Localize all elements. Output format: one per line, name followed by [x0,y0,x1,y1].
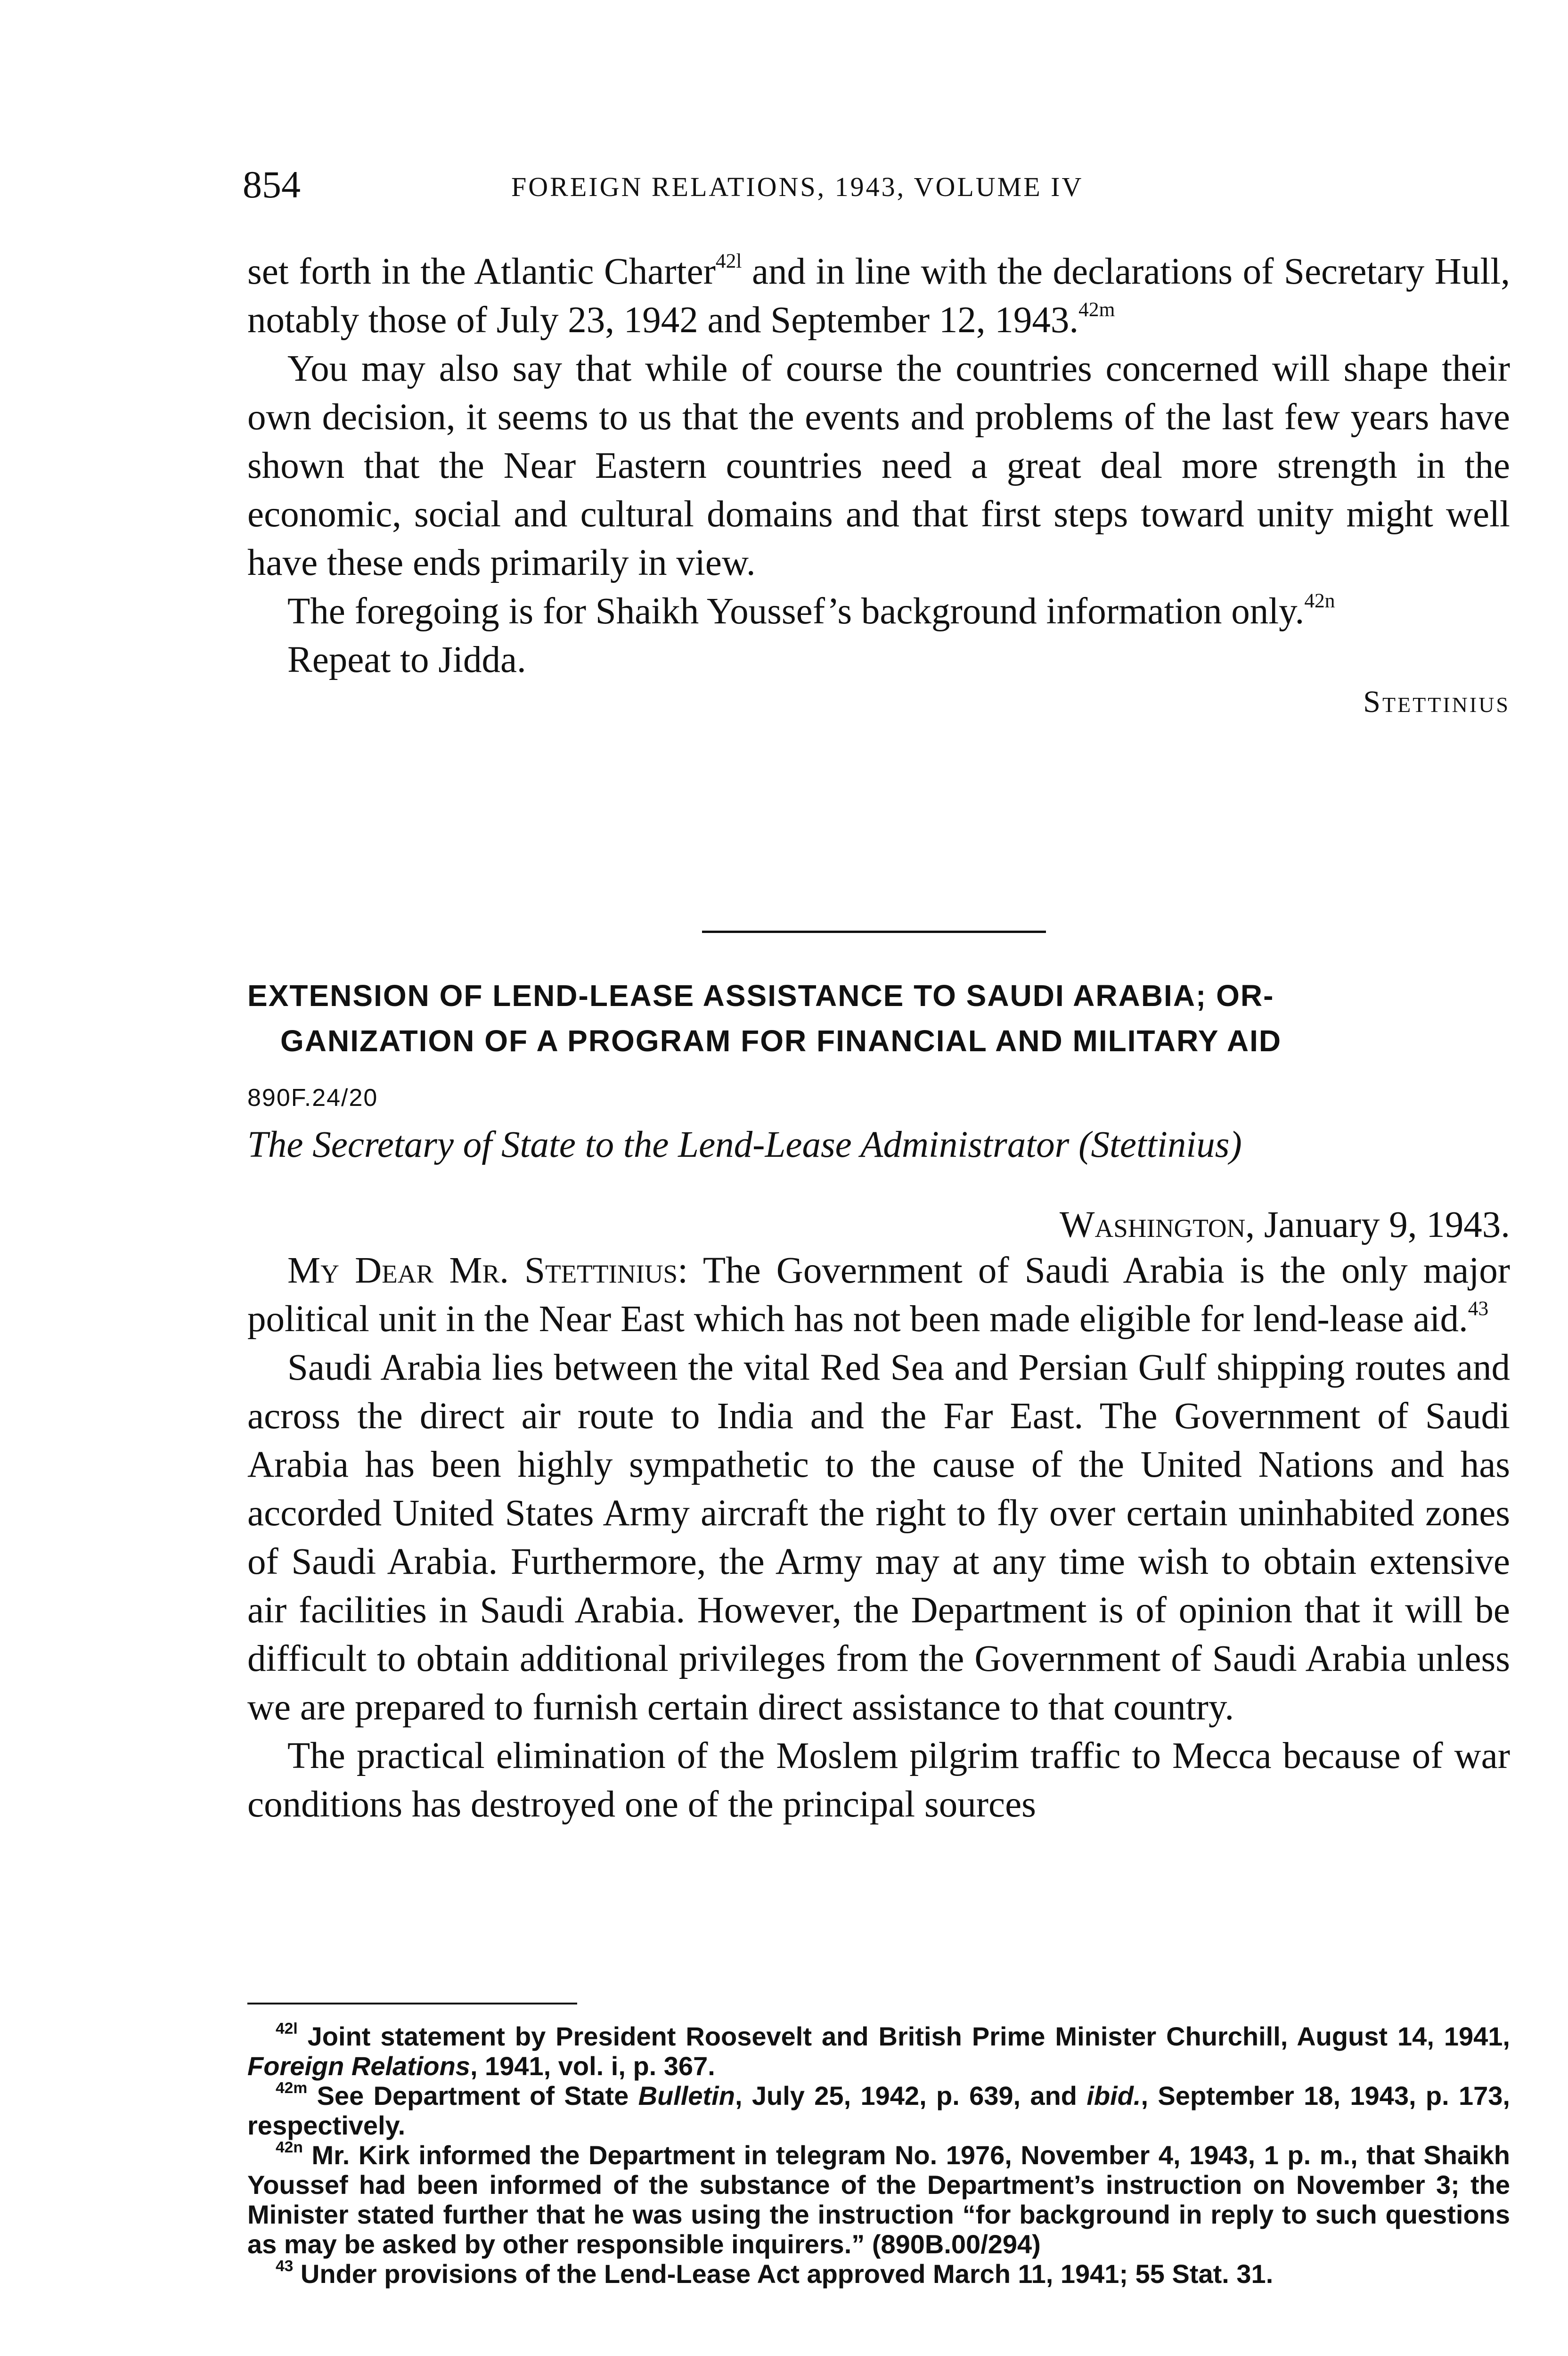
text-run: Under provisions of the Lend-Lease Act approved March 11, 1941; 55 Stat. 31. [293,2259,1274,2289]
section-title-line: GANIZATION OF A PROGRAM FOR FINANCIAL AND MILITARY AID [280,1024,1282,1058]
section-title-line: EXTENSION OF LEND-LEASE ASSISTANCE TO SAUDI ARABIA; OR- [247,979,1274,1013]
document-title: The Secretary of State to the Lend-Lease Administrator (Stettinius) [247,1124,1242,1165]
text-run: Joint statement by President Roosevelt and British Prime Minister Churchill, August 14, 1941, [297,2021,1510,2051]
text-run: Mr. Kirk informed the Department in telegram No. 1976, November 4, 1943, 1 p. m., that Shaikh Youssef had been informed of the substance of the Department’s instruction on November 3; the Minister stated further that he was using the instruction “for background in reply to such questions as may be asked by other responsible inquirers.” (890B.00/294) [247,2140,1510,2259]
footnote [247,2140,1510,2259]
paragraph: The practical elimination of the Moslem pilgrim traffic to Mecca because of war conditions has destroyed one of the principal sources [247,1735,1510,1825]
footnote [247,2259,1510,2289]
paragraph: Saudi Arabia lies between the vital Red Sea and Persian Gulf shipping routes and across the direct air route to India and the Far East. The Government of Saudi Arabia has been highly sympathetic to the cause of the United Nations and has accorded United States Army aircraft the right to fly over certain uninhabited zones of Saudi Arabia. Furthermore, the Army may at any time wish to obtain extensive air facilities in Saudi Arabia. However, the Department is of opinion that it will be difficult to obtain additional privileges from the Government of Saudi Arabia unless we are prepared to furnish certain direct assistance to that country. [247,1347,1510,1728]
paragraph: You may also say that while of course the countries concerned will shape their own decision, it seems to us that the events and problems of the last few years have shown that the Near Eastern countries need a great deal more strength in the economic, social and cultural domains and that first steps toward unity might well have these ends primarily in view. [247,348,1510,583]
footnote-divider [247,2003,577,2004]
file-number: 890F.24/20 [247,1084,378,1112]
footnote-ref: 42n [1304,589,1335,613]
paragraph: Repeat to Jidda. [287,639,526,680]
signature: Stettinius [1363,685,1510,719]
salutation: My Dear Mr. Stettinius [287,1250,678,1291]
document-body [247,1084,1510,1829]
footnote-mark: 42n [276,2139,303,2157]
dateline [247,1204,1510,1246]
text-run: See Department of State [307,2081,638,2111]
footnote-mark: 43 [276,2258,294,2275]
footnotes [247,2021,1510,2289]
paragraph [247,587,1510,636]
section-heading [247,973,1510,1063]
footnote-ref: 42m [1078,298,1115,321]
text-run: set forth in the Atlantic Charter [247,251,716,292]
text-run: : The Government of Saudi Arabia is the only major political unit in the Near East which has not been made eligible for lend-lease aid. [247,1250,1511,1340]
paragraph [247,1246,1510,1343]
text-run: , September 18, 1943, p. 173, respectively. [247,2081,1510,2140]
footnote [247,2081,1510,2140]
text-run: , 1941, vol. i, p. 367. [470,2051,715,2081]
dateline-place: Washington [1059,1204,1246,1245]
text-run: Foreign Relations [247,2051,470,2081]
footnote-mark: 42l [276,2020,298,2038]
footnote-ref: 43 [1468,1297,1489,1320]
running-head: FOREIGN RELATIONS, 1943, VOLUME IV [511,172,1084,202]
text-run: , July 25, 1942, p. 639, and [735,2081,1087,2111]
section-divider [702,931,1046,933]
footnote [247,2021,1510,2081]
paragraph [247,247,1510,344]
text-run: and in line with the declarations of Secretary Hull, notably those of July 23, 1942 and September 12, 1943. [247,251,1510,341]
page-header [243,163,1510,214]
text-run: Bulletin [638,2081,735,2111]
previous-document-continuation [247,247,1510,720]
footnote-ref: 42l [715,250,742,273]
dateline-date: , January 9, 1943. [1245,1204,1510,1245]
text-run: ibid. [1086,2081,1141,2111]
page-number: 854 [243,163,301,206]
text-run: The foregoing is for Shaikh Youssef’s background information only. [287,591,1305,632]
footnote-mark: 42m [276,2079,308,2097]
